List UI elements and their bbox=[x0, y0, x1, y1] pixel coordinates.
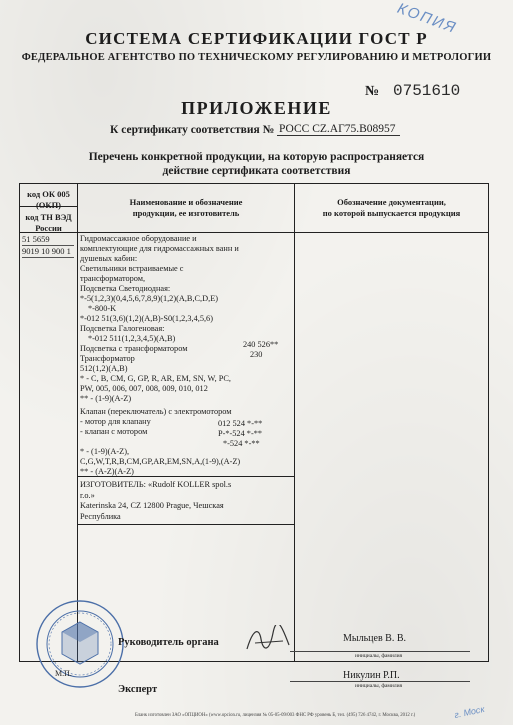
header-docs-line-2: по которой выпускается продукция bbox=[322, 208, 461, 218]
valve-label: - клапан с мотором bbox=[80, 427, 148, 436]
expert-hint: инициалы, фамилия bbox=[355, 683, 403, 689]
header-okp: код ОК 005 (ОКП) bbox=[27, 189, 70, 210]
header-tn-ved: код ТН ВЭД России bbox=[25, 212, 72, 233]
product-table bbox=[19, 183, 489, 662]
manufacturer-line: ИЗГОТОВИТЕЛЬ: «Rudolf KOLLER spol.s bbox=[80, 480, 232, 489]
moscow-stamp: г. Моск bbox=[453, 703, 486, 721]
content-line: * - C, B, CM, G, GP, R, AR, EM, SN, W, PC, bbox=[80, 374, 231, 383]
header-docs-line-1: Обозначение документации, bbox=[337, 197, 446, 207]
list-title-line-2: действие сертификата соответствия bbox=[162, 165, 351, 177]
head-name: Мыльцев В. В. bbox=[343, 633, 407, 644]
valve-motor-label: - мотор для клапану bbox=[80, 417, 151, 426]
content-line: Светильники встраиваемые с bbox=[80, 264, 184, 273]
tn-ved-code: 9019 10 900 1 bbox=[22, 246, 74, 258]
expert-label: Эксперт bbox=[118, 684, 158, 695]
valve-code-1: P-*-524 *-** bbox=[218, 429, 263, 438]
mp-label: М.П. bbox=[55, 669, 72, 678]
manufacturer-bottom-divider bbox=[77, 524, 294, 525]
manufacturer-line: r.o.» bbox=[80, 490, 95, 500]
manufacturer-line: Республика bbox=[80, 511, 121, 521]
copy-stamp: КОПИЯ bbox=[394, 0, 460, 38]
system-title: СИСТЕМА СЕРТИФИКАЦИИ ГОСТ Р bbox=[85, 29, 428, 48]
header-name-line-1: Наименование и обозначение bbox=[129, 197, 243, 207]
content-line: *-5(1,2,3)(0,4,5,6,7,8,9)(1,2)(A,B,C,D,E) bbox=[80, 294, 219, 303]
certificate-label: К сертификату соответствия № bbox=[110, 124, 275, 136]
header-name bbox=[78, 197, 294, 219]
valve-motor-line bbox=[80, 417, 308, 427]
valve-motor-code: 012 524 *-** bbox=[218, 419, 263, 428]
content-line: душевых кабин: bbox=[80, 254, 138, 263]
signature-line bbox=[290, 651, 470, 652]
content-line: 512(1,2)(A,B) bbox=[80, 364, 128, 373]
content-line: комплектующие для гидромассажных ванн и bbox=[80, 244, 239, 253]
list-title bbox=[0, 150, 513, 178]
header-docs bbox=[295, 197, 488, 219]
content-line: C,G,W,T,R,B,CM,GP,AR,EM,SN,A,(1-9),(A-Z) bbox=[80, 457, 241, 466]
col-divider bbox=[77, 184, 78, 661]
head-label: Руководитель органа bbox=[118, 637, 219, 648]
valve-code-2: *-524 *-** bbox=[223, 439, 260, 448]
manufacturer-divider bbox=[77, 476, 294, 477]
footer-note: Бланк изготовлен ЗАО «ОПЦИОН» (www.opcion.ru, лицензия № 05-05-09/003 ФНС РФ уровень Б, тел. (495) 726 4742, г. Москва, 2012 г.) bbox=[135, 713, 416, 718]
manufacturer-block bbox=[80, 480, 294, 522]
valve-code-2-line bbox=[80, 437, 308, 447]
content-line: ** - (A-Z)(A-Z) bbox=[80, 467, 134, 476]
content-line: трансформатором, bbox=[80, 274, 146, 283]
content-line: PW, 005, 006, 007, 008, 009, 010, 012 bbox=[80, 384, 208, 393]
page-title: ПРИЛОЖЕНИЕ bbox=[181, 98, 332, 118]
content-line: * - (1-9)(A-Z), bbox=[80, 447, 130, 456]
transformer-label-2: Трансформатор bbox=[80, 354, 135, 363]
content-line: Гидромассажное оборудование и bbox=[80, 234, 197, 243]
transformer-line-1 bbox=[80, 340, 308, 354]
agency-title: ФЕДЕРАЛЬНОЕ АГЕНТСТВО ПО ТЕХНИЧЕСКОМУ РЕГУЛИРОВАНИЮ И МЕТРОЛОГИИ bbox=[21, 52, 492, 63]
content-line: Подсветка Галогеновая: bbox=[80, 324, 165, 333]
transformer-line-2 bbox=[80, 350, 308, 364]
list-title-line-1: Перечень конкретной продукции, на которую распространяется bbox=[88, 151, 425, 163]
seal-stamp-icon bbox=[34, 598, 126, 690]
transformer-label-1: Подсветка с трансформатором bbox=[80, 344, 188, 353]
content-line: *-012 511(1,2,3,4,5)(A,B) bbox=[88, 334, 176, 343]
form-number-value: 0751610 bbox=[393, 82, 461, 100]
transformer-code-2: 230 bbox=[250, 350, 263, 359]
transformer-code-1: 240 526** bbox=[243, 340, 279, 349]
header-divider bbox=[20, 232, 488, 233]
content-line: ** - (1-9)(A-Z) bbox=[80, 394, 132, 403]
manufacturer-line: Katerinska 24, CZ 12800 Prague, Чешская bbox=[80, 501, 224, 510]
signature-mark-icon bbox=[243, 625, 293, 657]
signature-line bbox=[290, 681, 470, 682]
content-line: *-800-K bbox=[88, 304, 117, 313]
content-line: *-012 51(3,6)(1,2)(A,B)-S0(1,2,3,4,5,6) bbox=[80, 314, 213, 323]
form-number-label: № bbox=[365, 84, 380, 99]
valve-line bbox=[80, 427, 308, 437]
certificate-number: РОСС CZ.АГ75.В08957 bbox=[277, 123, 400, 136]
okp-code: 51 5659 bbox=[22, 234, 74, 246]
head-hint: инициалы, фамилия bbox=[355, 653, 403, 659]
product-description bbox=[80, 234, 308, 477]
content-line: Подсветка Светодиодная: bbox=[80, 284, 171, 293]
valve-title: Клапан (переключатель) с электромотором bbox=[80, 407, 232, 416]
expert-name: Никулин Р.П. bbox=[343, 670, 400, 681]
codes-cell bbox=[22, 234, 74, 258]
header-name-line-2: продукции, ее изготовитель bbox=[132, 208, 240, 218]
